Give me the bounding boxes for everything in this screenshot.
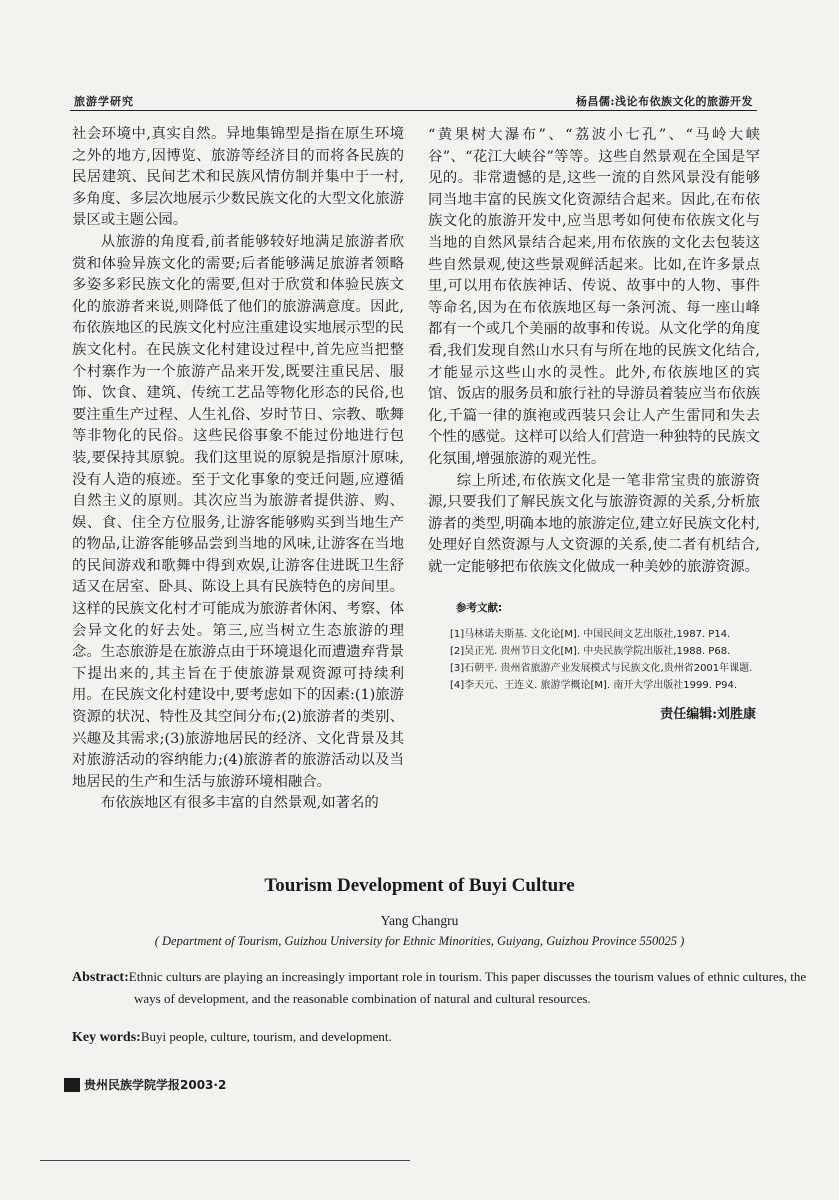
abstract-text: Ethnic culturs are playing an increasingly important role in tourism. This paper discusses the tourism values of ethnic cultures, the ways of development, and the reasonable combination of natural and cultural resources. bbox=[128, 969, 807, 1006]
left-paragraph-2: 从旅游的角度看,前者能够较好地满足旅游者欣赏和体验异族文化的需要;后者能够满足旅游者领略多姿多彩民族文化的需要,但对于欣赏和体验民族文化的旅游者来说,则降低了他们的旅游满意度。因此,布依族地区的民族文化村应注重建设实地展示型的民族文化村。在民族文化村建设过程中,首先应当把整个村寨作为一个旅游产品来开发,既要注重民居、服饰、饮食、建筑、传统工艺品等物化形态的民俗,也要注重生产过程、人生礼俗、岁时节日、宗教、歌舞等非物化的民俗。这些民俗事象不能过份地进行包装,要保持其原貌。我们这里说的原貌是指原汁原味,没有人造的痕迹。至于文化事象的变迁问题,应遵循自然主义的原则。其次应当为旅游者提供游、购、娱、食、住全方位服务,让游客能够购买到当地生产的物品,让游客能够品尝到当地的风味,让游客在当地的民间游戏和歌舞中得到欢娱,让游客住进既卫生舒适又在居室、卧具、陈设上具有民族特色的房间里。这样的民族文化村才可能成为旅游者休闲、考察、体会异文化的好去处。第三,应当树立生态旅游的理念。生态旅游是在旅游点由于环境退化而遭遗弃背景下提出来的,其主旨在于使旅游景观资源可持续利用。在民族文化村建设中,要考虑如下的因素:(1)旅游资源的状况、特性及其空间分布;(2)旅游者的类别、兴趣及其需求;(3)旅游地居民的经济、文化背景及其对旅游活动的容纳能力;(4)旅游者的旅游活动以及当地居民的生产和生活与旅游环境相融合。 bbox=[72, 233, 405, 790]
footer-journal: 贵州民族学院学报2003·2 bbox=[84, 1078, 227, 1092]
english-abstract bbox=[72, 966, 824, 1009]
running-header-left: 旅游学研究 bbox=[74, 95, 134, 108]
journal-logo-icon bbox=[64, 1078, 80, 1092]
abstract-label: Abstract: bbox=[72, 970, 129, 985]
reference-item: [3]石朝平. 贵州省旅游产业发展模式与民族文化,贵州省2001年课题. bbox=[450, 663, 753, 675]
left-paragraph-1: 社会环境中,真实自然。异地集锦型是指在原生环境之外的地方,因博览、旅游等经济目的而将各民族的民居建筑、民间艺术和民族风情仿制并集中于一村,多角度、多层次地展示少数民族文化的大型文化旅游景区或主题公园。 bbox=[72, 126, 404, 229]
right-paragraph-2: 综上所述,布依族文化是一笔非常宝贵的旅游资源,只要我们了解民族文化与旅游资源的关系,分析旅游者的类型,明确本地的旅游定位,建立好民族文化村,处理好自然资源与人文资源的关系,使二者有机结合,就一定能够把布依族文化做成一种美妙的旅游资源。 bbox=[428, 472, 760, 575]
reference-item: [2]吴正光. 贵州节日文化[M]. 中央民族学院出版社,1988. P68. bbox=[450, 646, 731, 658]
keywords-label: Key words: bbox=[72, 1030, 141, 1045]
references bbox=[428, 598, 760, 694]
running-header-right: 杨昌儒:浅论布依族文化的旅游开发 bbox=[575, 95, 753, 108]
english-keywords bbox=[72, 1026, 762, 1048]
responsible-editor: 责任编辑:刘胜康 bbox=[660, 707, 756, 723]
left-column bbox=[72, 124, 404, 815]
keywords-text: Buyi people, culture, tourism, and development. bbox=[140, 1029, 392, 1044]
right-paragraph-1: “黄果树大瀑布”、“荔波小七孔”、“马岭大峡谷”、“花江大峡谷”等等。这些自然景观在全国是罕见的。非常遗憾的是,这些一流的自然风景没有能够同当地丰富的民族文化资源结合起来。因此,在布依族文化的旅游开发中,应当思考如何使布依族文化与当地的自然风景结合起来,用布依族的文化去包装这些自然景观,使这些景观鲜活起来。比如,在许多景点里,可以用布依族神话、传说、故事中的人物、事件等命名,因为在布依族地区每一条河流、每一座山峰都有一个或几个美丽的故事和传说。从文化学的角度看,我们发现自然山水只有与所在地的民族文化结合,才能显示这些山水的灵性。此外,布依族地区的宾馆、饭店的服务员和旅行社的导游员着装应当布依族化,千篇一律的旗袍或西装只会让人产生雷同和失去个性的感觉。这样可以给人们营造一种独特的民族文化氛围,增强旅游的观光性。 bbox=[428, 127, 760, 467]
reference-item: [4]李天元、王连义. 旅游学概论[M]. 南开大学出版社1999. P94. bbox=[450, 680, 738, 692]
english-title: Tourism Development of Buyi Culture bbox=[264, 875, 575, 896]
right-column bbox=[428, 125, 760, 726]
footer-rule bbox=[40, 1160, 410, 1161]
references-title: 参考文献: bbox=[456, 602, 503, 615]
english-affiliation: ( Department of Tourism, Guizhou University for Ethnic Minorities, Guiyang, Guizhou Province 550025 ) bbox=[154, 934, 685, 948]
header-rule bbox=[70, 110, 757, 111]
english-author: Yang Changru bbox=[380, 913, 459, 928]
page-footer bbox=[64, 1076, 226, 1093]
left-paragraph-3: 布依族地区有很多丰富的自然景观,如著名的 bbox=[100, 795, 379, 812]
reference-item: [1]马林诺夫斯基. 文化论[M]. 中国民间文艺出版社,1987. P14. bbox=[450, 629, 731, 641]
